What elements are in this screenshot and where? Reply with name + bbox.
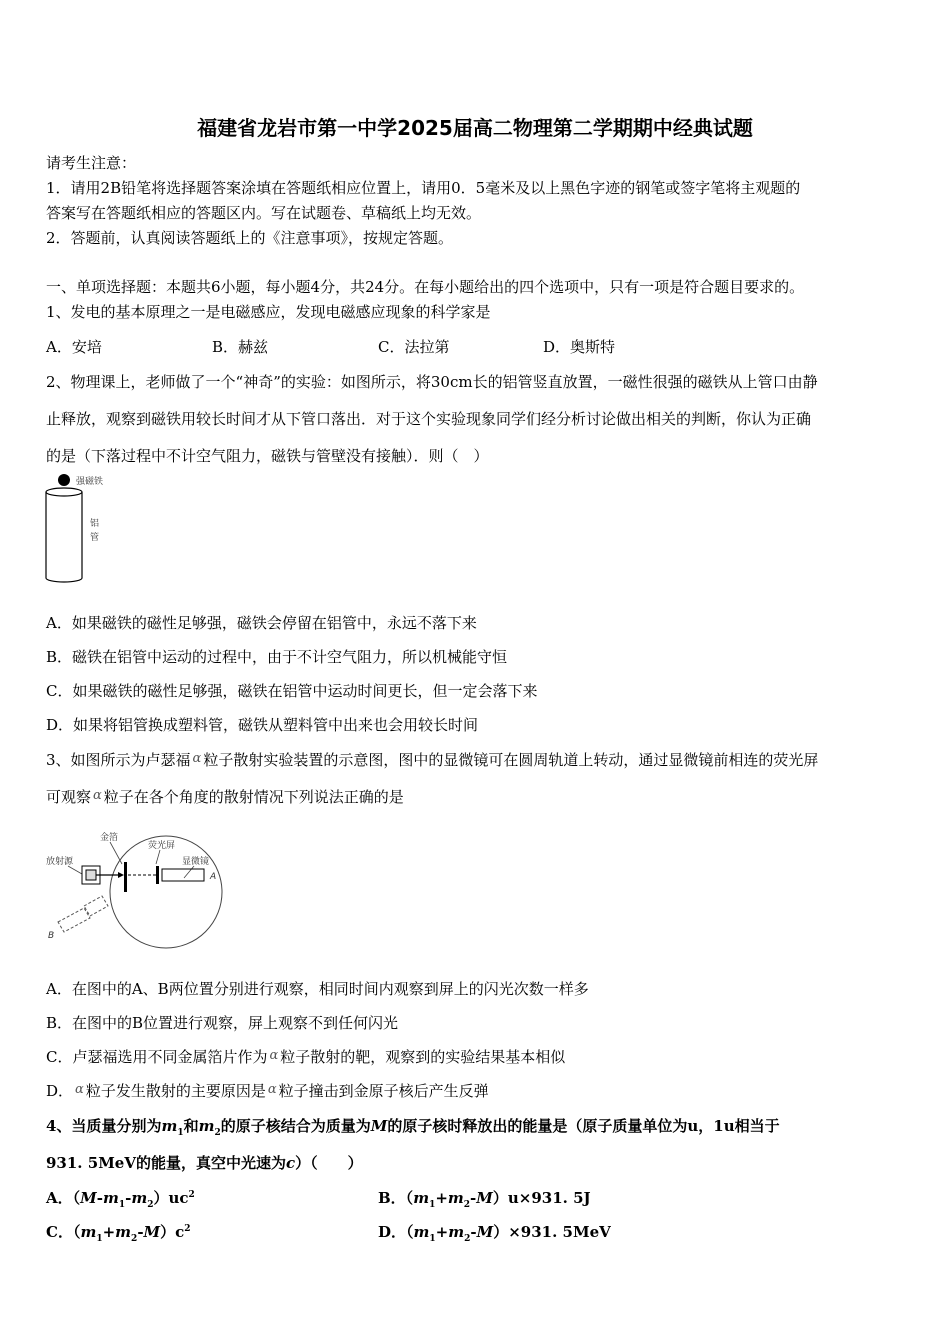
- q4-c: c: [285, 1154, 296, 1172]
- q4-m1: m: [161, 1117, 178, 1135]
- alpha-symbol: α: [192, 751, 202, 766]
- notice-item-1-line-2: 答案写在答题纸相应的答题区内。写在试题卷、草稿纸上均无效。: [46, 204, 482, 222]
- notice-heading: 请考生注意：: [46, 154, 137, 172]
- q1-option-b: B．赫兹: [212, 338, 269, 356]
- q2-option-d: D．如果将铝管换成塑料管，磁铁从塑料管中出来也会用较长时间: [46, 716, 479, 734]
- q2-option-c: C．如果磁铁的磁性足够强，磁铁在铝管中运动时间更长，但一定会落下来: [46, 682, 538, 700]
- q4-stem-a: 4、当质量分别为: [46, 1117, 162, 1135]
- q4-stem-2b: ）（ ）: [295, 1154, 363, 1172]
- q2-stem-line-2: 止释放，观察到磁铁用较长时间才从下管口落出．对于这个实验现象同学们经分析讨论做出相关的判断，你认为正确: [46, 410, 812, 428]
- alpha-symbol: α: [75, 1082, 84, 1097]
- q3-figure-scattering-apparatus: [44, 826, 234, 954]
- q4-stem-line-1: [46, 1115, 780, 1138]
- q1-stem: 1、发电的基本原理之一是电磁感应，发现电磁感应现象的科学家是: [46, 303, 491, 321]
- q2-stem-line-1: 2、物理课上，老师做了一个“神奇”的实验：如图所示，将30cm长的铝管竖直放置，一磁性很强的磁铁从上管口由静: [46, 373, 818, 391]
- q3-stem-1a: 3、如图所示为卢瑟福: [46, 751, 191, 769]
- q3-fig-label-source: 放射源: [46, 857, 74, 867]
- q4-option-a: A．$(M-m_1-m_2)uc^2$: [46, 1189, 195, 1210]
- q4-m2-sub: 2: [214, 1128, 221, 1138]
- q3-option-a: A．在图中的A、B两位置分别进行观察，相同时间内观察到屏上的闪光次数一样多: [46, 980, 589, 998]
- q3-fig-label-b: B: [48, 931, 55, 941]
- q3-fig-label-microscope: 显微镜: [182, 857, 210, 867]
- q3-stem-2b: 粒子在各个角度的散射情况下列说法正确的是: [103, 788, 404, 806]
- q4-stem-2a: 931. 5MeV的能量，真空中光速为: [46, 1154, 286, 1172]
- notice-item-2: 2．答题前，认真阅读答题纸上的《注意事项》，按规定答题。: [46, 229, 454, 247]
- q2-fig-tube-label-2: 管: [90, 533, 100, 543]
- q4-M: M: [370, 1117, 388, 1135]
- q3-stem-1b: 粒子散射实验装置的示意图，图中的显微镜可在圆周轨道上转动，通过显微镜前相连的荧光屏: [203, 751, 819, 769]
- q3-option-d: [46, 1080, 489, 1101]
- q4-option-c: C．$(m_1+m_2-M)c^2$: [46, 1223, 191, 1244]
- alpha-symbol: α: [269, 1048, 279, 1063]
- notice-item-1-line-1: 1．请用2B铅笔将选择题答案涂填在答题纸相应位置上，请用0．5毫米及以上黑色字迹的钢笔或签字笔将主观题的: [46, 179, 801, 197]
- q4-m1-sub: 1: [177, 1128, 184, 1138]
- q4-option-d: D．$(m_1+m_2-M)\times 931$. 5MeV: [378, 1223, 611, 1244]
- q4-option-b: B．$(m_1+m_2-M)u\times 931$. 5J: [378, 1189, 591, 1210]
- q3-option-c: [46, 1046, 565, 1067]
- q2-figure-aluminum-tube: [40, 470, 130, 590]
- q3-option-c-a: C．卢瑟福选用不同金属箔片作为: [46, 1048, 268, 1066]
- q1-option-c: C．法拉第: [378, 338, 450, 356]
- magnet-icon: [58, 474, 70, 486]
- q3-option-d-a: D．: [46, 1082, 74, 1100]
- q3-option-d-b: 粒子发生散射的主要原因是: [85, 1082, 266, 1100]
- alpha-symbol: α: [93, 788, 102, 803]
- q4-stem-b: 和: [183, 1117, 199, 1135]
- q3-stem-line-2: [46, 786, 404, 807]
- q4-stem-d: 的原子核时释放出的能量是（原子质量单位为u，1u相当于: [387, 1117, 780, 1135]
- q2-fig-magnet-label: 强磁铁: [76, 477, 104, 487]
- q4-m2: m: [198, 1117, 215, 1135]
- page-title: 福建省龙岩市第一中学2025届高二物理第二学期期中经典试题: [197, 116, 753, 140]
- q2-fig-tube-label-1: 铝: [90, 519, 100, 529]
- q3-option-d-c: 粒子撞击到金原子核后产生反弹: [278, 1082, 489, 1100]
- q2-option-b: B．磁铁在铝管中运动的过程中，由于不计空气阻力，所以机械能守恒: [46, 648, 508, 666]
- gold-foil: [124, 862, 127, 892]
- q3-option-b: B．在图中的B位置进行观察，屏上观察不到任何闪光: [46, 1014, 399, 1032]
- q2-option-a: A．如果磁铁的磁性足够强，磁铁会停留在铝管中，永远不落下来: [46, 614, 477, 632]
- q1-option-a: A．安培: [46, 338, 102, 356]
- q3-fig-label-a: A: [210, 872, 217, 882]
- alpha-symbol: α: [267, 1082, 277, 1097]
- microscope: [162, 869, 204, 881]
- q3-fig-label-gold: 金箔: [100, 833, 119, 843]
- q3-option-c-b: 粒子散射的靶，观察到的实验结果基本相似: [280, 1048, 566, 1066]
- q4-stem-c: 的原子核结合为质量为: [220, 1117, 371, 1135]
- q2-stem-line-3: 的是（下落过程中不计空气阻力，磁铁与管壁没有接触）．则（ ）: [46, 447, 489, 465]
- q3-fig-label-screen: 荧光屏: [148, 841, 176, 851]
- section-1-heading: 一、单项选择题：本题共6小题，每小题4分，共24分。在每小题给出的四个选项中，只有一项是符合题目要求的。: [46, 278, 805, 296]
- q4-stem-line-2: [46, 1152, 363, 1173]
- fluorescent-screen: [156, 866, 159, 884]
- q3-stem-line-1: [46, 749, 818, 770]
- q1-option-d: D．奥斯特: [543, 338, 616, 356]
- q3-stem-2a: 可观察: [46, 788, 92, 806]
